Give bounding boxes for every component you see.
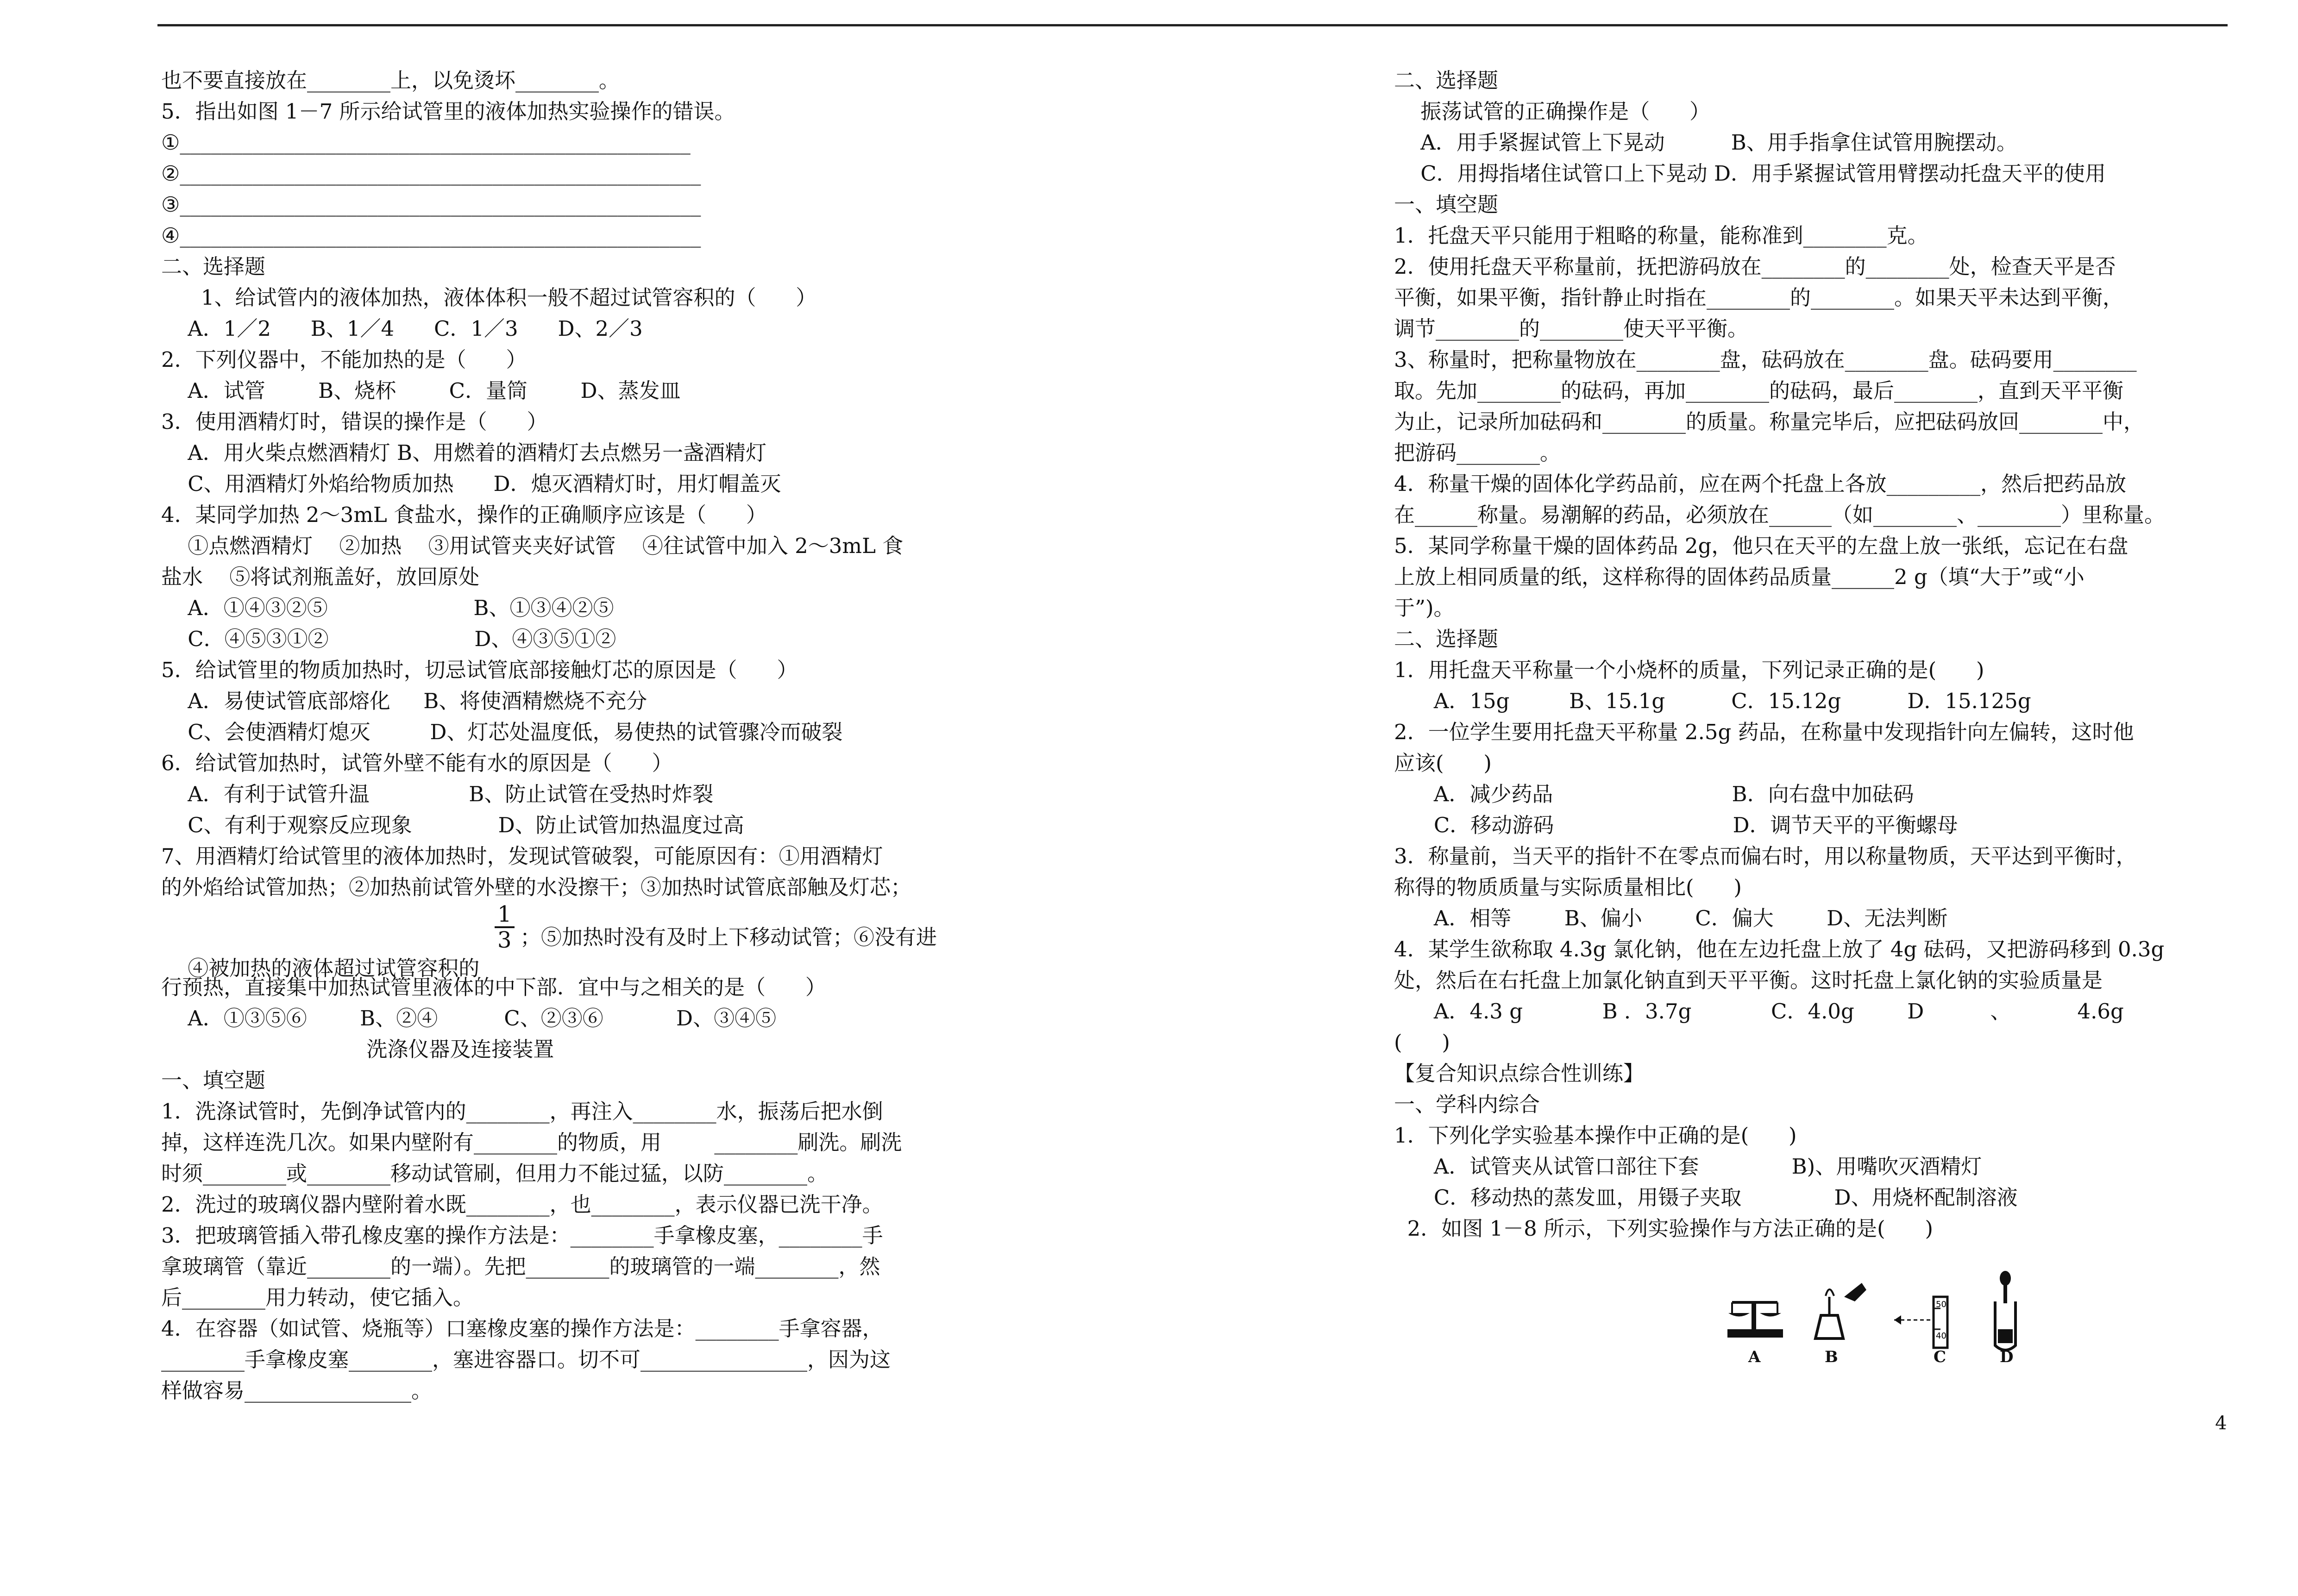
section-heading: 二、选择题	[1394, 68, 1499, 93]
section-heading: 二、选择题	[1394, 627, 1499, 651]
text-line: C．移动游码 D．调节天平的平衡螺母	[1394, 813, 1958, 837]
text-line: 盐水 ⑤将试剂瓶盖好，放回原处	[161, 565, 480, 589]
fraction-numerator: 1	[495, 902, 515, 928]
dropper-test-tube-icon	[1995, 1271, 2015, 1350]
text-line: C、会使酒精灯熄灭 D、灯芯处温度低，易使热的试管骤冷而破裂	[161, 720, 843, 744]
text-line: 时须________或________移动试管刷，但用力不能过猛，以防________。	[161, 1161, 829, 1186]
text-line: C、有利于观察反应现象 D、防止试管加热温度过高	[161, 813, 744, 837]
text-line: 也不要直接放在________上，以免烫坏________。	[161, 68, 620, 93]
figure-label-d: D	[2000, 1348, 2014, 1366]
text-line: 7、用酒精灯给试管里的液体加热时，发现试管破裂，可能原因有：①用酒精灯	[161, 844, 883, 868]
text-line: 样做容易________________。	[161, 1378, 433, 1403]
text-line: A．试管 B、烧杯 C．量筒 D、蒸发皿	[161, 378, 681, 403]
text-line: 4．某同学加热 2～3mL 食盐水，操作的正确顺序应该是（ ）	[161, 503, 767, 527]
text-line: ①点燃酒精灯 ②加热 ③用试管夹夹好试管 ④往试管中加入 2～3mL 食	[161, 534, 904, 558]
section-heading: 一、填空题	[1394, 192, 1499, 217]
text-line: 5．给试管里的物质加热时，切忌试管底部接触灯芯的原因是（ ）	[161, 658, 798, 682]
section-heading: 一、填空题	[161, 1068, 266, 1093]
text-line: 1、给试管内的液体加热，液体体积一般不超过试管容积的（ ）	[161, 285, 817, 310]
text-line: C．移动热的蒸发皿，用镊子夹取 D、用烧杯配制溶液	[1394, 1185, 2018, 1210]
text-line: 调节________的________使天平平衡。	[1394, 316, 1749, 341]
fraction-prefix: ④被加热的液体超过试管容积的	[188, 956, 480, 980]
lab-operations-illustration	[1723, 1269, 2047, 1371]
graduated-cylinder-icon	[1894, 1297, 1947, 1348]
text-line: 1．用托盘天平称量一个小烧杯的质量，下列记录正确的是( )	[1394, 658, 1984, 682]
text-line: 2．使用托盘天平称量前，抚把游码放在________的________处，检查天平是否	[1394, 254, 2116, 279]
section-heading: 一、学科内综合	[1394, 1092, 1540, 1117]
text-line: 1．洗涤试管时，先倒净试管内的________，再注入________水，振荡后把水倒	[161, 1099, 883, 1124]
text-line: 1．下列化学实验基本操作中正确的是( )	[1394, 1123, 1797, 1148]
text-line: 后________用力转动，使它插入。	[161, 1285, 474, 1310]
text-line: A．易使试管底部熔化 B、将使酒精燃烧不充分	[161, 689, 647, 713]
text-line: 2．洗过的玻璃仪器内壁附着水既________，也________，表示仪器已洗干净。	[161, 1192, 883, 1217]
text-line: A．有利于试管升温 B、防止试管在受热时炸裂	[161, 782, 714, 806]
text-line: A．15g B、15.1g C．15.12g D．15.125g	[1394, 689, 2031, 713]
fraction	[495, 902, 515, 952]
text-line: ②__________________________________________________	[161, 161, 701, 186]
text-line: ( )	[1394, 1030, 1450, 1055]
text-line: 3、称量时，把称量物放在________盘，砝码放在________盘。砝码要用________	[1394, 347, 2137, 372]
figure-label-a: A	[1748, 1348, 1761, 1366]
text-line: 于”)。	[1394, 596, 1455, 620]
text-line: 2．一位学生要用托盘天平称量 2.5g 药品，在称量中发现指针向左偏转，这时他	[1394, 720, 2134, 744]
figure-label-b: B	[1825, 1348, 1838, 1366]
text-line: C、用酒精灯外焰给物质加热 D．熄灭酒精灯时，用灯帽盖灭	[161, 471, 781, 496]
text-line: C．④⑤③①② D、④③⑤①②	[161, 627, 616, 651]
page-number: 4	[2215, 1413, 2227, 1434]
text-line: A．用火柴点燃酒精灯 B、用燃着的酒精灯去点燃另一盏酒精灯	[161, 440, 767, 465]
text-line: ③__________________________________________________	[161, 192, 701, 217]
text-line: 4．某学生欲称取 4.3g 氯化钠，他在左边托盘上放了 4g 砝码，又把游码移到 0.3g	[1394, 937, 2165, 961]
text-line: 3．把玻璃管插入带孔橡皮塞的操作方法是：________手拿橡皮塞，________手	[161, 1223, 883, 1248]
text-line: A．试管夹从试管口部往下套 B)、用嘴吹灭酒精灯	[1394, 1154, 1982, 1179]
figure-label-c: C	[1934, 1348, 1946, 1366]
section-heading: 二、选择题	[161, 254, 266, 279]
text-line: 6．给试管加热时，试管外壁不能有水的原因是（ ）	[161, 751, 673, 775]
text-line: 5．指出如图 1－7 所示给试管里的液体加热实验操作的错误。	[161, 99, 735, 124]
text-line: 行预热，直接集中加热试管里液体的中下部．宜中与之相关的是（ ）	[161, 975, 826, 999]
text-line: 2．下列仪器中，不能加热的是（ ）	[161, 347, 527, 372]
text-line: 3．使用酒精灯时，错误的操作是（ ）	[161, 409, 548, 434]
text-line: 把游码________。	[1394, 440, 1561, 465]
text-line: A．4.3 g B ．3.7g C．4.0g D 、 4.6g	[1394, 999, 2124, 1024]
text-line: A．用手紧握试管上下晃动 B、用手指拿住试管用腕摆动。	[1394, 130, 2017, 155]
text-line: 4．在容器（如试管、烧瓶等）口塞橡皮塞的操作方法是：________手拿容器，	[161, 1316, 883, 1341]
section-title: 洗涤仪器及连接装置	[161, 1037, 554, 1062]
text-line: 3．称量前，当天平的指针不在零点而偏右时，用以称量物质，天平达到平衡时，	[1394, 844, 2137, 868]
balance-icon	[1727, 1301, 1783, 1338]
text-line: A．减少药品 B．向右盘中加砝码	[1394, 782, 1914, 806]
scale-bottom-label: 40	[1936, 1331, 1946, 1341]
text-line: A．相等 B、偏小 C．偏大 D、无法判断	[1394, 906, 1948, 930]
text-line: 5．某同学称量干燥的固体药品 2g，他只在天平的左盘上放一张纸，忘记在右盘	[1394, 534, 2128, 558]
text-line: 处，然后在右托盘上加氯化钠直到天平平衡。这时托盘上氯化钠的实验质量是	[1394, 968, 2103, 993]
text-line: 取。先加________的砝码，再加________的砝码，最后________，直到天平平衡	[1394, 378, 2124, 403]
fraction-denominator: 3	[497, 927, 512, 953]
text-line: 的外焰给试管加热；②加热前试管外壁的水没擦干；③加热时试管底部触及灯芯；	[161, 875, 912, 899]
text-line: 拿玻璃管（靠近________的一端）。先把________的玻璃管的一端________，然	[161, 1254, 880, 1279]
text-line: 4．称量干燥的固体化学药品前，应在两个托盘上各放_________，然后把药品放	[1394, 471, 2127, 496]
text-line: ④__________________________________________________	[161, 223, 701, 248]
text-line: 上放上相同质量的纸，这样称得的固体药品质量______2 g（填“大于”或“小	[1394, 565, 2085, 589]
fraction-suffix: ；⑤加热时没有及时上下移动试管；⑥没有进	[520, 925, 937, 949]
text-line: 2．如图 1－8 所示，下列实验操作与方法正确的是( )	[1394, 1216, 1934, 1241]
text-line: 1．托盘天平只能用于粗略的称量，能称准到________克。	[1394, 223, 1928, 248]
alcohol-lamp-icon	[1815, 1283, 1866, 1338]
text-line: 振荡试管的正确操作是（ ）	[1394, 99, 1711, 124]
text-line: A．①④③②⑤ B、①③④②⑤	[161, 596, 614, 620]
text-line: A．1／2 B、1／4 C．1／3 D、2／3	[161, 316, 643, 341]
scale-top-label: 50	[1936, 1300, 1946, 1309]
top-rule	[157, 24, 2228, 26]
text-line: ①_________________________________________________	[161, 130, 691, 155]
text-line: 称得的物质质量与实际质量相比( )	[1394, 875, 1742, 899]
text-line: A．①③⑤⑥ B、②④ C、②③⑥ D、③④⑤	[161, 1006, 777, 1030]
text-line: 【复合知识点综合性训练】	[1394, 1061, 1645, 1086]
text-line: 在______称量。易潮解的药品，必须放在______（如________、________）里称量。	[1394, 503, 2166, 527]
text-line: C．用拇指堵住试管口上下晃动 D．用手紧握试管用臂摆动托盘天平的使用	[1394, 161, 2106, 186]
text-line: 应该( )	[1394, 751, 1492, 775]
text-line: ________手拿橡皮塞________，塞进容器口。切不可________________，因为这	[161, 1347, 891, 1372]
text-line: 平衡，如果平衡，指针静止时指在________的________。如果天平未达到平衡，	[1394, 285, 2124, 310]
figure-lab-operations	[1723, 1269, 2047, 1371]
text-line: 掉，这样连洗几次。如果内壁附有________的物质，用 ________刷洗。刷洗	[161, 1130, 902, 1155]
text-line: 为止，记录所加砝码和________的质量。称量完毕后，应把砝码放回________中，	[1394, 409, 2145, 434]
